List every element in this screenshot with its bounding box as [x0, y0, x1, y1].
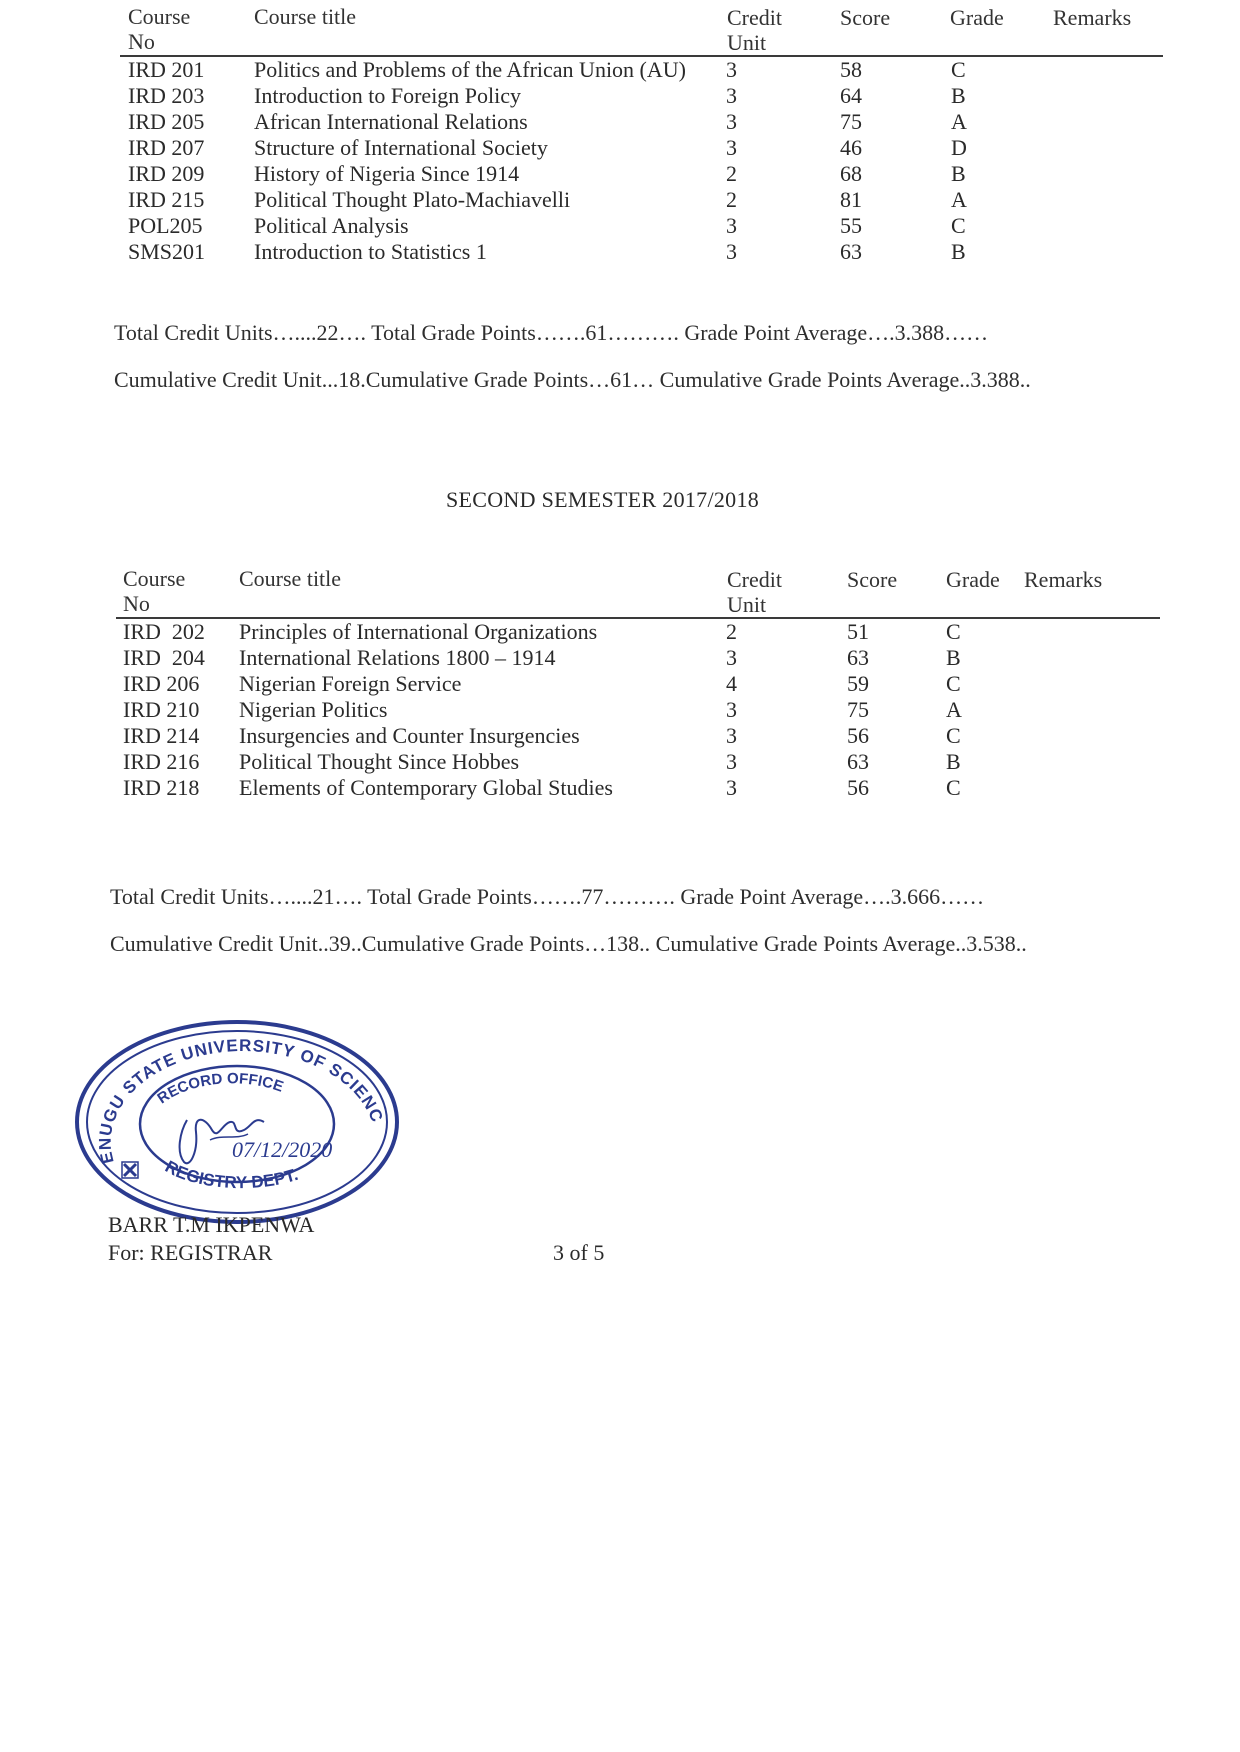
credit-unit: 2 — [726, 187, 737, 212]
score: 46 — [840, 135, 862, 160]
stamp-cross-icon — [122, 1162, 138, 1178]
second-semester-cumulative: Cumulative Credit Unit..39..Cumulative Grade Points…138.. Cumulative Grade Points Average..3.538.. — [110, 931, 1027, 956]
score: 51 — [847, 619, 869, 644]
grade: C — [946, 671, 961, 696]
second-semester-title: SECOND SEMESTER 2017/2018 — [446, 487, 760, 512]
header-score: Score — [840, 5, 891, 30]
svg-text:REGISTRY DEPT. — [162, 1157, 300, 1192]
grade: B — [951, 239, 966, 264]
grade: C — [946, 775, 961, 800]
course-no: IRD 206 — [123, 671, 200, 696]
score: 56 — [847, 723, 869, 748]
credit-unit: 3 — [726, 749, 737, 774]
score: 81 — [840, 187, 862, 212]
header-credit-unit: Credit Unit — [727, 5, 782, 55]
header-course-title: Course title — [254, 4, 357, 29]
grade: A — [951, 187, 967, 212]
credit-unit: 3 — [726, 109, 737, 134]
grade: B — [951, 83, 966, 108]
grade: B — [946, 749, 961, 774]
credit-unit: 2 — [726, 161, 737, 186]
page-number: 3 of 5 — [553, 1240, 605, 1265]
score: 56 — [847, 775, 869, 800]
credit-unit: 3 — [726, 83, 737, 108]
table-row — [0, 619, 1240, 645]
course-no: IRD 205 — [128, 109, 205, 134]
course-title: Politics and Problems of the African Union (AU) — [254, 57, 686, 82]
grade: B — [951, 161, 966, 186]
course-no: IRD 203 — [128, 83, 205, 108]
table-row — [0, 723, 1240, 749]
stamp-inner-top-text: RECORD OFFICE — [154, 1070, 286, 1108]
first-semester-totals: Total Credit Units…....22…. Total Grade Points…….61………. Grade Point Average….3.388…… — [114, 320, 989, 345]
course-no: IRD 202 — [123, 619, 205, 644]
registry-stamp — [72, 1012, 402, 1232]
header-credit-unit: Credit Unit — [727, 567, 782, 617]
course-no: IRD 201 — [128, 57, 205, 82]
table-row — [0, 239, 1240, 265]
table-row — [0, 187, 1240, 213]
signatory-role: For: REGISTRAR — [108, 1240, 273, 1265]
score: 63 — [847, 749, 869, 774]
course-no: IRD 209 — [128, 161, 205, 186]
signatory-name: BARR T.M IKPENWA — [108, 1212, 315, 1237]
course-no: IRD 214 — [123, 723, 200, 748]
score: 63 — [840, 239, 862, 264]
course-title: Introduction to Foreign Policy — [254, 83, 522, 108]
course-title: Political Analysis — [254, 213, 409, 238]
credit-unit: 3 — [726, 135, 737, 160]
header-grade: Grade — [950, 5, 1004, 30]
table-row — [0, 749, 1240, 775]
credit-unit: 3 — [726, 775, 737, 800]
grade: C — [946, 723, 961, 748]
score: 59 — [847, 671, 869, 696]
header-course-title: Course title — [239, 566, 342, 591]
course-title: Nigerian Politics — [239, 697, 388, 722]
credit-unit: 3 — [726, 645, 737, 670]
score: 75 — [840, 109, 862, 134]
course-no: IRD 216 — [123, 749, 200, 774]
score: 64 — [840, 83, 862, 108]
stamp-seal-icon — [72, 1012, 402, 1232]
score: 68 — [840, 161, 862, 186]
table-row — [0, 645, 1240, 671]
course-title: Introduction to Statistics 1 — [254, 239, 487, 264]
course-title: History of Nigeria Since 1914 — [254, 161, 520, 186]
grade: C — [946, 619, 961, 644]
table-row — [0, 135, 1240, 161]
header-score: Score — [847, 567, 898, 592]
course-title: Insurgencies and Counter Insurgencies — [239, 723, 580, 748]
course-no: IRD 204 — [123, 645, 205, 670]
grade: A — [946, 697, 962, 722]
header-remarks: Remarks — [1024, 567, 1103, 592]
table-row — [0, 161, 1240, 187]
svg-text:RECORD OFFICE — [154, 1070, 285, 1107]
table-row — [0, 671, 1240, 697]
course-no: IRD 210 — [123, 697, 200, 722]
score: 58 — [840, 57, 862, 82]
course-no: IRD 207 — [128, 135, 205, 160]
course-no: POL205 — [128, 213, 203, 238]
credit-unit: 3 — [726, 239, 737, 264]
header-grade: Grade — [946, 567, 1000, 592]
table-row — [0, 109, 1240, 135]
second-semester-totals: Total Credit Units…....21…. Total Grade Points…….77………. Grade Point Average….3.666…… — [110, 884, 985, 909]
grade: D — [951, 135, 967, 160]
grade: C — [951, 57, 966, 82]
course-no: IRD 215 — [128, 187, 205, 212]
table-row — [0, 775, 1240, 801]
header-course-no: Course No — [123, 566, 186, 616]
stamp-date: 07/12/2020 — [232, 1137, 333, 1162]
stamp-inner-bottom-text: REGISTRY DEPT. — [161, 1157, 301, 1193]
header-remarks: Remarks — [1053, 5, 1132, 30]
course-title: Nigerian Foreign Service — [239, 671, 462, 696]
course-title: African International Relations — [254, 109, 528, 134]
table-row — [0, 697, 1240, 723]
first-semester-cumulative: Cumulative Credit Unit...18.Cumulative Grade Points…61… Cumulative Grade Points Average..3.388.. — [114, 367, 1031, 392]
course-title: Structure of International Society — [254, 135, 548, 160]
credit-unit: 3 — [726, 723, 737, 748]
course-title: Political Thought Since Hobbes — [239, 749, 520, 774]
credit-unit: 4 — [726, 671, 737, 696]
grade: A — [951, 109, 967, 134]
table-row — [0, 57, 1240, 83]
credit-unit: 3 — [726, 213, 737, 238]
grade: B — [946, 645, 961, 670]
course-title: Political Thought Plato-Machiavelli — [254, 187, 571, 212]
table-row — [0, 213, 1240, 239]
score: 75 — [847, 697, 869, 722]
credit-unit: 2 — [726, 619, 737, 644]
header-course-no: Course No — [128, 4, 191, 54]
course-no: SMS201 — [128, 239, 206, 264]
svg-text:ENUGU STATE UNIVERSITY OF SCIE — [72, 1012, 387, 1165]
course-title: International Relations 1800 – 1914 — [239, 645, 556, 670]
credit-unit: 3 — [726, 697, 737, 722]
credit-unit: 3 — [726, 57, 737, 82]
course-title: Principles of International Organizations — [239, 619, 598, 644]
course-no: IRD 218 — [123, 775, 200, 800]
score: 63 — [847, 645, 869, 670]
score: 55 — [840, 213, 862, 238]
grade: C — [951, 213, 966, 238]
stamp-outer-text: ENUGU STATE UNIVERSITY OF SCIENC — [95, 1036, 387, 1166]
table-row — [0, 83, 1240, 109]
course-title: Elements of Contemporary Global Studies — [239, 775, 613, 800]
